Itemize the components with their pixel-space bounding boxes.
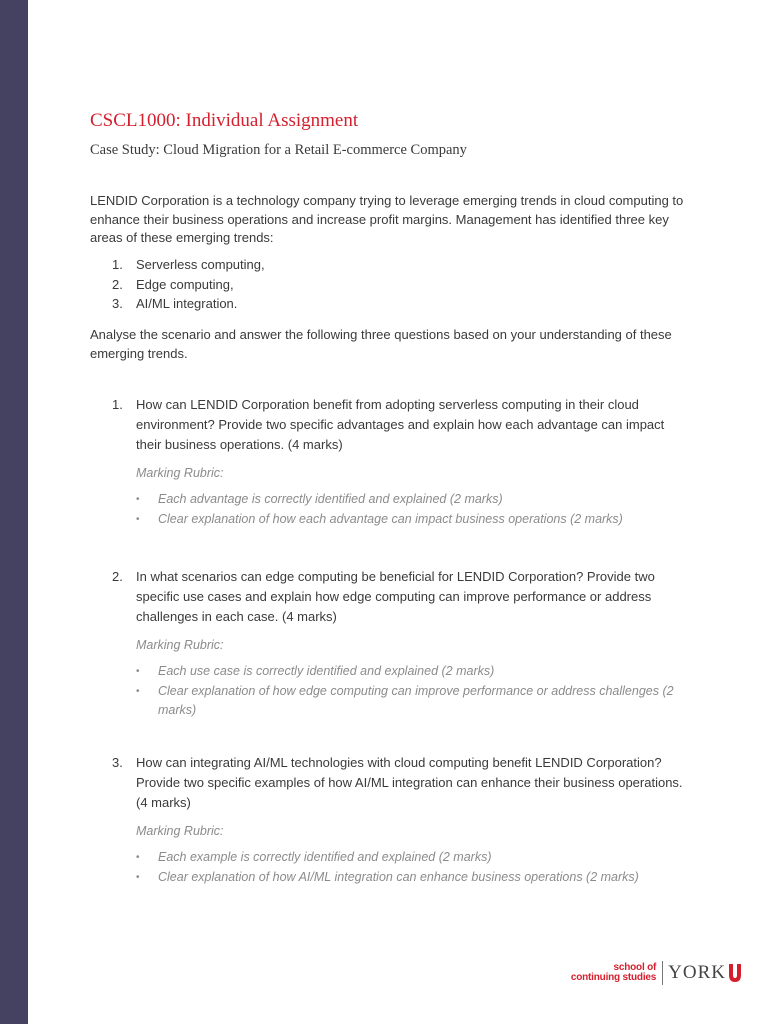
rubric-item	[136, 662, 692, 682]
list-number: 3.	[112, 296, 123, 311]
rubric-item-text: Clear explanation of how AI/ML integration can enhance business operations (2 marks)	[158, 869, 639, 884]
school-line-1: school of	[613, 962, 657, 973]
list-item-text: Serverless computing,	[136, 257, 265, 272]
rubric-item-text: Each advantage is correctly identified and explained (2 marks)	[158, 492, 503, 506]
rubric-label: Marking Rubric:	[136, 824, 224, 838]
intro-paragraph: LENDID Corporation is a technology company trying to leverage emerging trends in cloud computing to enhance their business operations and increase profit margins. Management has identified three key areas of these emerging trends:	[90, 193, 684, 245]
rubric-list	[136, 662, 692, 721]
rubric-item	[136, 490, 692, 510]
rubric-label: Marking Rubric:	[136, 638, 224, 652]
left-accent-bar	[0, 0, 28, 1024]
rubric-item-text: Each example is correctly identified and explained (2 marks)	[158, 850, 492, 864]
bullet-icon: •	[136, 871, 140, 883]
rubric-item-text: Clear explanation of how each advantage can impact business operations (2 marks)	[158, 511, 623, 526]
rubric-item-text: Each use case is correctly identified and explained (2 marks)	[158, 664, 495, 678]
bullet-icon: •	[136, 513, 140, 525]
rubric-item	[136, 848, 692, 868]
rubric-item	[136, 682, 692, 721]
list-number: 2.	[112, 276, 123, 292]
question-1	[112, 395, 692, 529]
question-text: How can integrating AI/ML technologies with cloud computing benefit LENDID Corporation? Provide two specific examples of how AI/ML integration can enhance their business operations. (4 marks)	[136, 755, 683, 810]
rubric-label: Marking Rubric:	[136, 466, 224, 480]
bullet-icon: •	[136, 494, 140, 505]
trend-list	[112, 255, 265, 314]
question-number: 3.	[112, 755, 123, 770]
school-of-continuing-studies-label	[571, 963, 656, 983]
page-subtitle: Case Study: Cloud Migration for a Retail E-commerce Company	[90, 142, 467, 158]
list-item-text: Edge computing,	[136, 276, 234, 292]
logo-divider	[662, 961, 663, 985]
york-wordmark: YORK	[668, 962, 726, 983]
york-logo	[571, 961, 742, 985]
question-number: 2.	[112, 569, 123, 584]
list-item-text: AI/ML integration.	[136, 296, 238, 311]
list-item	[112, 275, 265, 295]
question-number: 1.	[112, 397, 123, 412]
school-line-2: continuing studies	[570, 972, 657, 983]
bullet-icon: •	[136, 852, 140, 863]
york-u-icon	[728, 964, 742, 982]
question-2	[112, 567, 692, 721]
bullet-icon: •	[136, 666, 140, 677]
rubric-item	[136, 510, 692, 530]
question-text: How can LENDID Corporation benefit from adopting serverless computing in their cloud environment? Provide two specific advantages and explain how each advantage can impact their business operations. (4 marks)	[136, 397, 665, 452]
rubric-item-text: Clear explanation of how edge computing can improve performance or address challenges (2 marks)	[158, 683, 674, 717]
bullet-icon: •	[136, 685, 140, 697]
rubric-item	[136, 868, 692, 888]
question-text: In what scenarios can edge computing be beneficial for LENDID Corporation? Provide two specific use cases and explain how edge computing can improve performance or address challenges in each case. (4 marks)	[136, 569, 655, 624]
list-number: 1.	[112, 257, 123, 272]
page-title: CSCL1000: Individual Assignment	[90, 110, 359, 131]
question-3	[112, 753, 692, 887]
list-item	[112, 255, 265, 275]
rubric-list	[136, 490, 692, 529]
list-item	[112, 294, 265, 314]
rubric-list	[136, 848, 692, 887]
instructions-paragraph: Analyse the scenario and answer the following three questions based on your understanding of these emerging trends.	[90, 327, 672, 361]
